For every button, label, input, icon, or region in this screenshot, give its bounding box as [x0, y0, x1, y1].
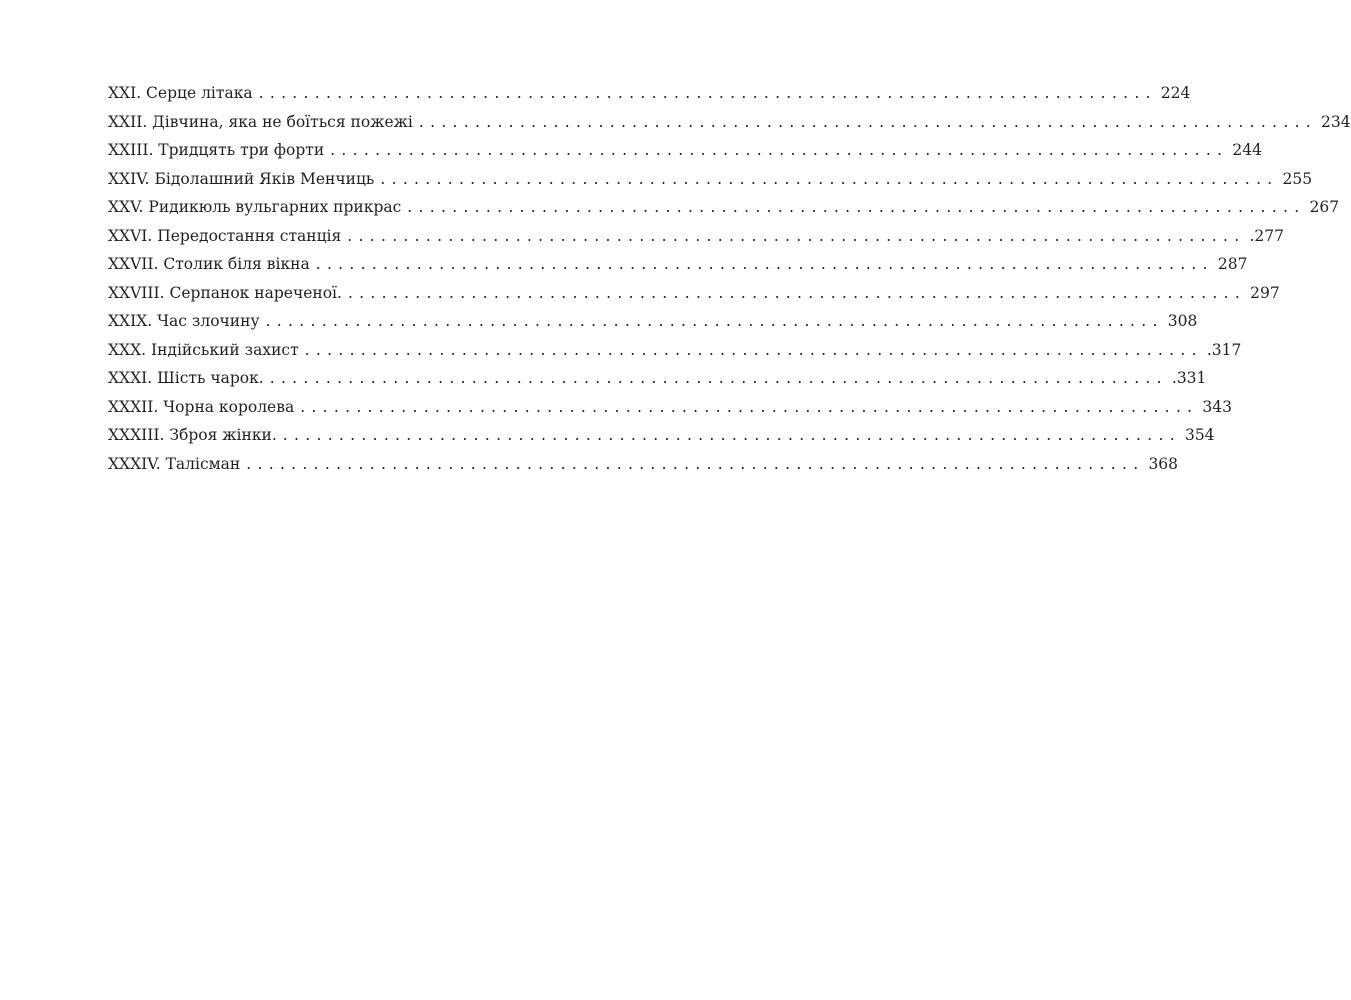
- toc-entry-page: 368: [1148, 454, 1179, 473]
- toc-dot-leader: ................................................................................: [347, 226, 1246, 245]
- toc-entry-title: XXVI. Передостання станція: [108, 226, 342, 245]
- toc-entry-page: .331: [1171, 369, 1207, 387]
- toc-entry: [108, 397, 1232, 427]
- toc-entry: [108, 369, 1207, 398]
- toc-entry-title: XXVII. Столик біля вікна: [108, 255, 310, 273]
- toc-entry-title: XXX. Індійський захист: [108, 340, 299, 359]
- toc-dot-leader: ................................................................................: [315, 255, 1214, 273]
- toc-dot-leader: ................................................................................: [347, 283, 1247, 302]
- toc-dot-leader: ................................................................................: [282, 426, 1181, 444]
- toc-entry: [108, 226, 1284, 256]
- toc-entry-page: .317: [1206, 340, 1242, 359]
- toc-dot-leader: ................................................................................: [269, 369, 1168, 387]
- toc-entry-page: 343: [1202, 397, 1232, 416]
- toc-entry-page: 267: [1309, 198, 1340, 216]
- toc-dot-leader: ................................................................................: [304, 340, 1203, 359]
- toc-dot-leader: ................................................................................: [258, 84, 1157, 102]
- toc-dot-leader: ................................................................................: [246, 454, 1145, 473]
- toc-dot-leader: ................................................................................: [380, 169, 1279, 188]
- toc-entry-page: 308: [1167, 312, 1198, 330]
- toc-entry-title: XXIII. Тридцять три форти: [108, 141, 325, 159]
- toc-entry-title: XXIX. Час злочину: [108, 312, 260, 330]
- toc-entry-title: XXVIII. Серпанок нареченої.: [108, 283, 342, 302]
- toc-entry-page: 255: [1282, 169, 1313, 188]
- toc-entry-page: .277: [1249, 226, 1284, 245]
- toc-entry-page: 287: [1217, 255, 1248, 273]
- toc-entry-title: XXXII. Чорна королева: [108, 397, 295, 416]
- toc-entry-title: XXIV. Бідолашний Яків Менчиць: [108, 169, 375, 188]
- toc-entry: [108, 426, 1215, 455]
- toc-dot-leader: ................................................................................: [418, 112, 1318, 131]
- toc-dot-leader: ................................................................................: [265, 312, 1164, 330]
- toc-dot-leader: ................................................................................: [407, 198, 1306, 216]
- toc-entry: [108, 340, 1242, 370]
- toc-entry-title: XXXI. Шість чарок.: [108, 369, 264, 387]
- toc-entry-page: 354: [1184, 426, 1215, 444]
- toc-entry: [108, 312, 1198, 341]
- toc-entry-page: 297: [1250, 283, 1280, 302]
- toc-entry-title: XXI. Серце літака: [108, 84, 253, 102]
- toc-entry: [108, 141, 1262, 170]
- toc-entry: [108, 283, 1280, 313]
- toc-entry-page: 234: [1321, 112, 1351, 131]
- toc-entry: [108, 112, 1351, 142]
- toc-dot-leader: ................................................................................: [300, 397, 1199, 416]
- toc-entry-title: XXXIII. Зброя жінки.: [108, 426, 277, 444]
- table-of-contents: [108, 84, 1351, 483]
- toc-entry: [108, 255, 1248, 284]
- toc-entry-title: XXXIV. Талісман: [108, 454, 241, 473]
- toc-entry: [108, 169, 1313, 199]
- toc-entry: [108, 198, 1340, 227]
- toc-dot-leader: ................................................................................: [330, 141, 1229, 159]
- toc-entry: [108, 454, 1179, 484]
- toc-entry-title: XXV. Ридикюль вульгарних прикрас: [108, 198, 402, 216]
- toc-entry-page: 244: [1232, 141, 1262, 159]
- toc-entry-title: XXII. Дівчина, яка не боїться пожежі: [108, 112, 413, 131]
- toc-entry-page: 224: [1160, 84, 1191, 102]
- toc-entry: [108, 84, 1191, 113]
